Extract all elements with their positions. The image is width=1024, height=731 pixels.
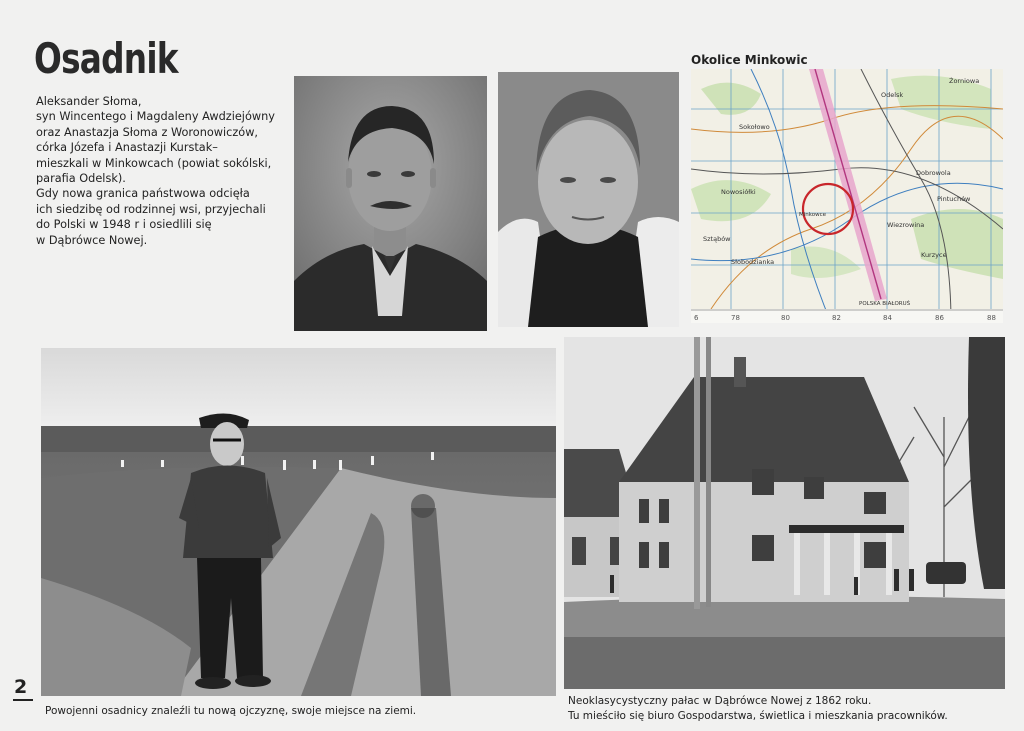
portrait-man-photo (294, 76, 487, 331)
map-grid-label: 80 (781, 314, 790, 322)
caption-palace-line-1: Neoklasycystyczny pałac w Dąbrówce Nowej z 1862 roku. (568, 695, 872, 707)
page-number: 2 (14, 676, 28, 698)
area-map (691, 69, 1003, 323)
intro-text (36, 94, 298, 248)
map-place-label: Kurzyce (921, 251, 947, 259)
map-place-label: Odelsk (881, 91, 904, 99)
caption-palace (568, 694, 1008, 724)
page-title: Osadnik (34, 34, 178, 83)
intro-line: do Polski w 1948 r i osiedlili się (36, 218, 212, 232)
map-grid-label: 78 (731, 314, 740, 322)
map-place-label: Minkowce (799, 212, 827, 218)
intro-line: mieszkali w Minkowcach (powiat sokólski, (36, 156, 272, 170)
map-place-label: Sokołowo (739, 123, 770, 131)
intro-line: Aleksander Słoma, (36, 95, 142, 108)
map-grid-label: 82 (832, 314, 841, 322)
page-number-underline (13, 699, 33, 701)
map-place-label: Sztąbów (703, 235, 731, 243)
intro-line: parafia Odelsk). (36, 172, 126, 186)
intro-line: w Dąbrówce Nowej. (36, 233, 148, 247)
caption-settlers: Powojenni osadnicy znaleźli tu nową ojczyznę, swoje miejsce na ziemi. (45, 705, 417, 717)
map-title: Okolice Minkowic (691, 53, 808, 67)
map-place-label: Dobrowola (916, 169, 951, 177)
map-grid-label: 86 (935, 314, 944, 322)
map-place-label: Pintuchów (937, 195, 971, 203)
portrait-woman-photo (498, 72, 679, 327)
map-grid-label: 84 (883, 314, 892, 322)
intro-line: córka Józefa i Anastazji Kurstak– (36, 141, 218, 155)
map-place-label: Żorniowa (949, 77, 980, 85)
intro-line: syn Wincentego i Magdaleny Awdziejówny (36, 110, 275, 124)
intro-line: Gdy nowa granica państwowa odcięła (36, 187, 250, 201)
map-place-label: Słobodzianka (731, 258, 775, 266)
map-place-label: Nowosiółki (721, 188, 756, 196)
map-place-label: Wiezrowina (887, 221, 925, 229)
palace-photo (564, 337, 1005, 689)
intro-line: oraz Anastazja Słoma z Woronowiczów, (36, 125, 259, 139)
settler-road-photo (41, 348, 556, 696)
map-grid-label: 88 (987, 314, 996, 322)
map-grid-label: 6 (694, 314, 699, 322)
intro-line: ich siedzibę od rodzinnej wsi, przyjechali (36, 202, 266, 216)
caption-palace-line-2: Tu mieściło się biuro Gospodarstwa, świetlica i mieszkania pracowników. (568, 710, 948, 722)
map-place-label: POLSKA BIAŁORUŚ (859, 301, 911, 307)
